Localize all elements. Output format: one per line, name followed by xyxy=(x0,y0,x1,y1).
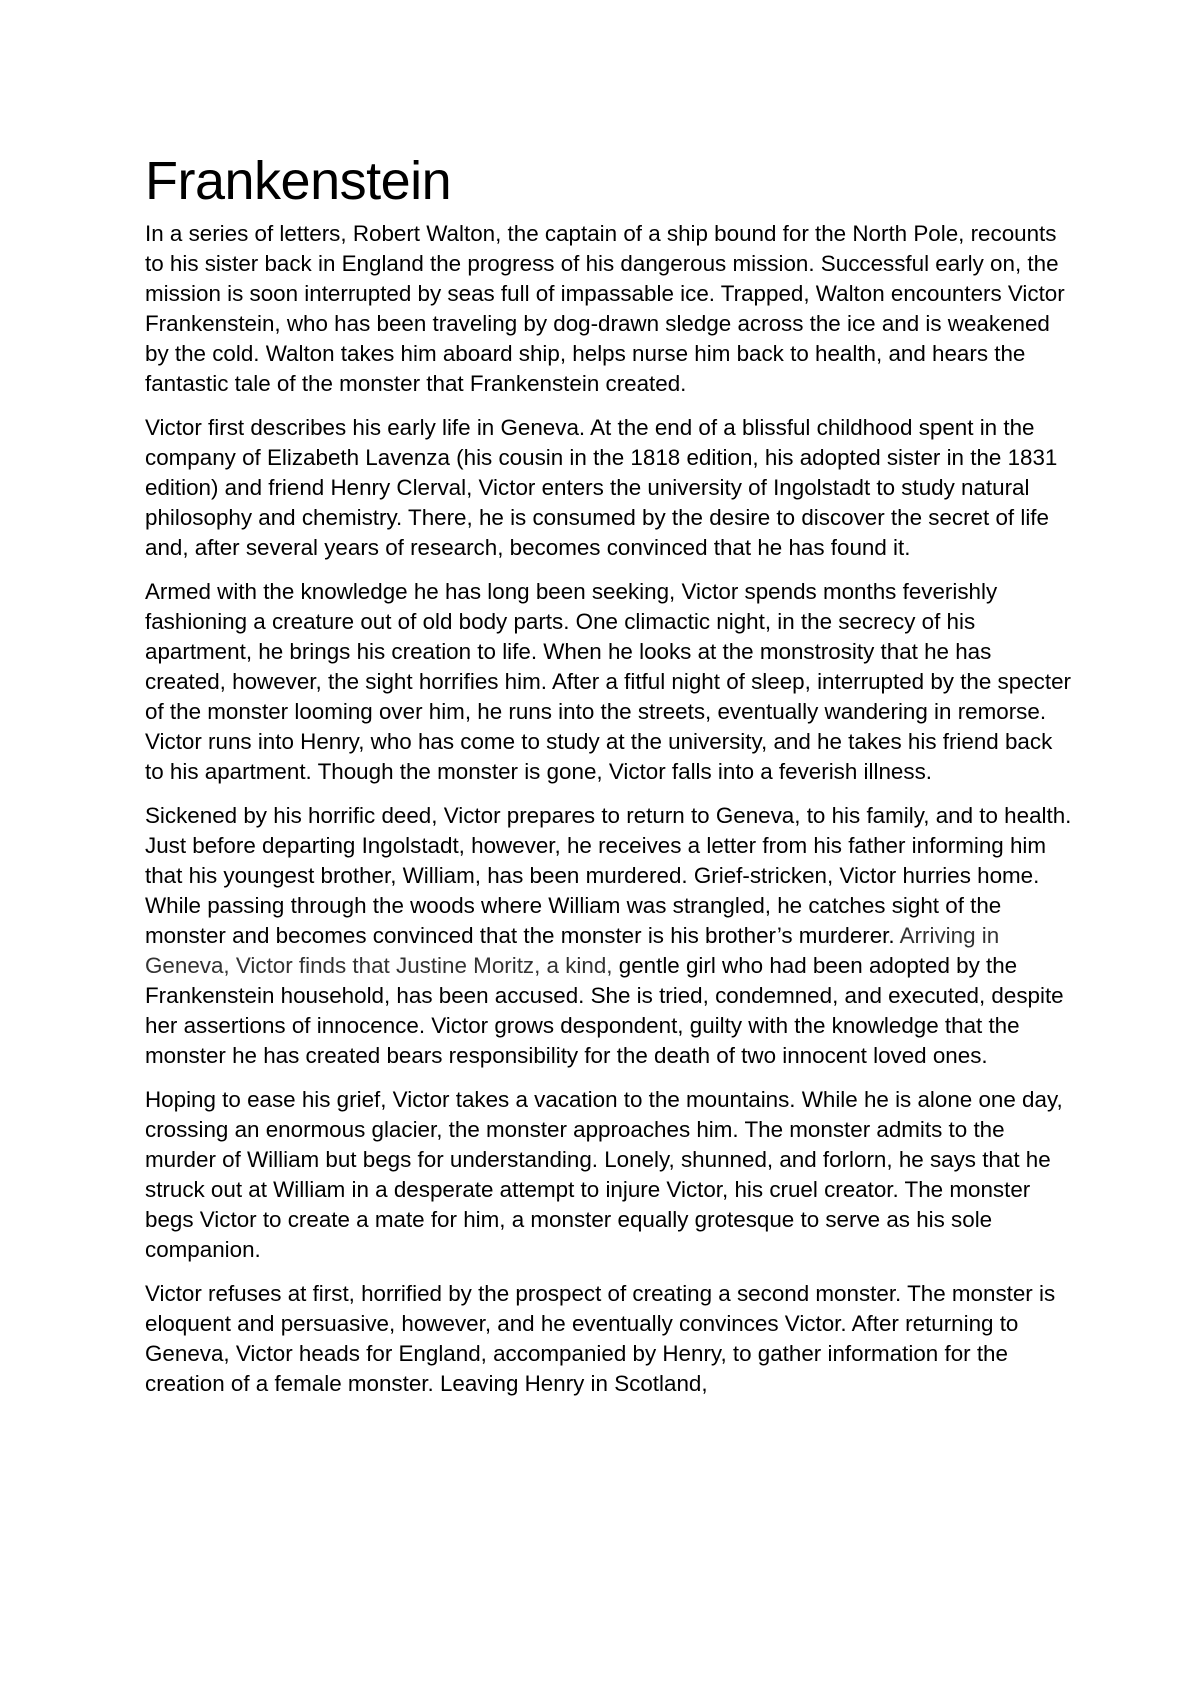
paragraph-4-part-3: gentle girl who had been adopted by the Frankenstein household, has been accused. She is tried, condemned, and executed, despite her assertions of innocence. Victor grows despondent, guilty with the knowledge that the monster he has created bears responsibility for the death of two innocent loved ones. xyxy=(145,953,1064,1068)
document-title: Frankenstein xyxy=(145,151,452,211)
document-body xyxy=(145,219,1075,1413)
paragraph-4 xyxy=(145,801,1075,1071)
paragraph-1: In a series of letters, Robert Walton, the captain of a ship bound for the North Pole, recounts to his sister back in England the progress of his dangerous mission. Successful early on, the mission is soon interrupted by seas full of impassable ice. Trapped, Walton encounters Victor Frankenstein, who has been traveling by dog-drawn sledge across the ice and is weakened by the cold. Walton takes him aboard ship, helps nurse him back to health, and hears the fantastic tale of the monster that Frankenstein created. xyxy=(145,221,1065,396)
paragraph-4-part-1: Sickened by his horrific deed, Victor prepares to return to Geneva, to his family, and to health. Just before departing Ingolstadt, however, he receives a letter from his father informing him that his youngest brother, William, has been murdered. Grief-stricken, Victor hurries home. While passing through the woods where William was strangled, he catches sight of the monster and becomes convinced that the monster is his brother’s murderer. xyxy=(145,803,1072,948)
paragraph-3: Armed with the knowledge he has long been seeking, Victor spends months feverishly fashioning a creature out of old body parts. One climactic night, in the secrecy of his apartment, he brings his creation to life. When he looks at the monstrosity that he has created, however, the sight horrifies him. After a fitful night of sleep, interrupted by the specter of the monster looming over him, he runs into the streets, eventually wandering in remorse. Victor runs into Henry, who has come to study at the university, and he takes his friend back to his apartment. Though the monster is gone, Victor falls into a feverish illness. xyxy=(145,579,1071,784)
paragraph-6: Victor refuses at first, horrified by the prospect of creating a second monster. The monster is eloquent and persuasive, however, and he eventually convinces Victor. After returning to Geneva, Victor heads for England, accompanied by Henry, to gather information for the creation of a female monster. Leaving Henry in Scotland, xyxy=(145,1281,1056,1396)
paragraph-5: Hoping to ease his grief, Victor takes a vacation to the mountains. While he is alone one day, crossing an enormous glacier, the monster approaches him. The monster admits to the murder of William but begs for understanding. Lonely, shunned, and forlorn, he says that he struck out at William in a desperate attempt to injure Victor, his cruel creator. The monster begs Victor to create a mate for him, a monster equally grotesque to serve as his sole companion. xyxy=(145,1087,1063,1262)
paragraph-4-part-2: Arriving in Geneva, Victor finds that Justine Moritz, a kind, xyxy=(145,923,1000,978)
paragraph-2: Victor first describes his early life in Geneva. At the end of a blissful childhood spent in the company of Elizabeth Lavenza (his cousin in the 1818 edition, his adopted sister in the 1831 edition) and friend Henry Clerval, Victor enters the university of Ingolstadt to study natural philosophy and chemistry. There, he is consumed by the desire to discover the secret of life and, after several years of research, becomes convinced that he has found it. xyxy=(145,415,1058,560)
